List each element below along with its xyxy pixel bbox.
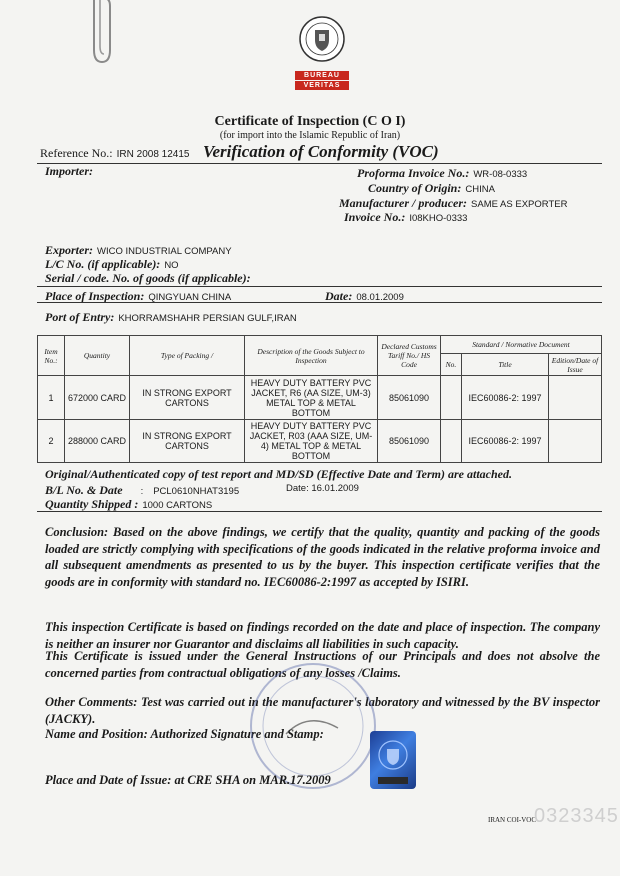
- quantity-shipped-value: 1000 CARTONS: [142, 500, 213, 511]
- proforma-value: WR-08-0333: [473, 169, 528, 180]
- paper-clip-icon: [78, 0, 118, 72]
- cell-item: 1: [38, 376, 65, 420]
- lc-value: NO: [164, 260, 179, 271]
- manufacturer-label: Manufacturer / producer:: [339, 196, 468, 210]
- col-item: Item No.:: [38, 336, 65, 376]
- col-std-no: No.: [441, 354, 462, 376]
- col-quantity: Quantity: [65, 336, 130, 376]
- disclaimer-2: This Certificate is issued under the General Instructions of our Principals and does not absolve the concerned parties from contractual obligations of any losses /Claims.: [45, 649, 600, 680]
- exporter-label: Exporter:: [45, 243, 93, 257]
- cell-packing: IN STRONG EXPORT CARTONS: [130, 376, 245, 420]
- other-comments: Other Comments: Test was carried out in the manufacturer's laboratory and witnessed by the BV inspector (JACKY).: [45, 695, 600, 726]
- bl-colon: :: [140, 486, 144, 497]
- exporter-value: WICO INDUSTRIAL COMPANY: [97, 246, 232, 257]
- port-value: KHORRAMSHAHR PERSIAN GULF,IRAN: [118, 313, 297, 324]
- origin-value: CHINA: [465, 184, 495, 195]
- cell-quantity: 288000 CARD: [65, 420, 130, 463]
- cell-std-title: IEC60086-2: 1997: [462, 420, 549, 463]
- logo-veritas-text: VERITAS: [295, 81, 349, 90]
- items-table: [37, 335, 602, 463]
- certificate-title: Certificate of Inspection (C O I): [214, 114, 406, 129]
- bl-label: B/L No. & Date: [45, 483, 123, 497]
- date-value: 08.01.2009: [356, 292, 404, 303]
- place-inspection-label: Place of Inspection:: [45, 289, 145, 303]
- conclusion-text: Conclusion: Based on the above findings, we certify that the quality, quantity and packing of the goods loaded are strictly complying with specifications of the goods indicated in the relative proforma invoice and all subsequent amendments as presented to us by the buyer. This inspection certificate verifies that the goods are in conformity with standard no. IEC60086-2:1997 as accepted by ISIRI.: [45, 525, 600, 589]
- place-date-issue: Place and Date of Issue: at CRE SHA on MAR.17.2009: [45, 773, 331, 787]
- quantity-shipped-label: Quantity Shipped :: [45, 497, 139, 511]
- cell-item: 2: [38, 420, 65, 463]
- date-label: Date:: [325, 289, 353, 303]
- cell-packing: IN STRONG EXPORT CARTONS: [130, 420, 245, 463]
- col-std-title: Title: [462, 354, 549, 376]
- name-position: Name and Position: Authorized Signature and Stamp:: [45, 727, 324, 741]
- divider: [37, 511, 602, 512]
- cell-std-no: [441, 420, 462, 463]
- col-packing: Type of Packing /: [130, 336, 245, 376]
- table-row: [38, 376, 602, 420]
- cell-tariff: 85061090: [378, 420, 441, 463]
- bl-date: Date: 16.01.2009: [286, 483, 359, 494]
- table-row: [38, 420, 602, 463]
- proforma-label: Proforma Invoice No.:: [357, 166, 470, 180]
- manufacturer-value: SAME AS EXPORTER: [471, 199, 568, 210]
- cell-description: HEAVY DUTY BATTERY PVC JACKET, R6 (AA SIZE, UM-3) METAL TOP & METAL BOTTOM: [245, 376, 378, 420]
- cell-quantity: 672000 CARD: [65, 376, 130, 420]
- divider: [37, 302, 602, 303]
- voc-title: Verification of Conformity (VOC): [203, 142, 439, 161]
- col-tariff: Declared Customs Tariff No./ HS Code: [378, 336, 441, 376]
- logo-bureau-text: BUREAU: [295, 71, 349, 80]
- place-inspection-value: QINGYUAN CHINA: [148, 292, 232, 303]
- reference-row: [40, 144, 189, 162]
- lc-label: L/C No. (if applicable):: [45, 257, 161, 271]
- importer-label: Importer:: [45, 164, 93, 178]
- serial-row: [45, 269, 251, 287]
- disclaimer-1: This inspection Certificate is based on findings recorded on the date and place of inspection. The company is neither an insurer nor Guarantor and disclaims all liabilities in such capacity.: [45, 620, 600, 651]
- col-standard: Standard / Normative Document: [441, 336, 602, 354]
- footer-code: IRAN COI-VOC-: [488, 816, 539, 824]
- cell-tariff: 85061090: [378, 376, 441, 420]
- origin-label: Country of Origin:: [368, 181, 462, 195]
- original-note: Original/Authenticated copy of test report and MD/SD (Effective Date and Term) are attached.: [45, 467, 512, 481]
- col-std-edition: Edition/Date of Issue: [549, 354, 602, 376]
- cell-std-title: IEC60086-2: 1997: [462, 376, 549, 420]
- port-row: [45, 308, 297, 326]
- cell-std-no: [441, 376, 462, 420]
- cell-std-edition: [549, 376, 602, 420]
- port-label: Port of Entry:: [45, 310, 115, 324]
- col-description: Description of the Goods Subject to Inspection: [245, 336, 378, 376]
- hologram-icon: [370, 731, 416, 789]
- reference-label: Reference No.:: [40, 146, 113, 160]
- invoice-label: Invoice No.:: [344, 210, 406, 224]
- invoice-value: I08KHO-0333: [409, 213, 468, 224]
- serial-label: Serial / code. No. of goods (if applicable):: [45, 271, 251, 285]
- bl-value: PCL0610NHAT3195: [153, 486, 240, 497]
- invoice-row: [344, 208, 467, 226]
- certificate-subtitle: (for import into the Islamic Republic of Iran): [219, 130, 401, 141]
- reference-value: IRN 2008 12415: [116, 149, 190, 160]
- bureau-veritas-logo: [295, 14, 349, 89]
- serial-number: 0323345: [534, 805, 619, 827]
- logo-seal-icon: [295, 14, 349, 64]
- cell-description: HEAVY DUTY BATTERY PVC JACKET, R03 (AAA SIZE, UM-4) METAL TOP & METAL BOTTOM: [245, 420, 378, 463]
- cell-std-edition: [549, 420, 602, 463]
- hologram-seal: [370, 731, 416, 789]
